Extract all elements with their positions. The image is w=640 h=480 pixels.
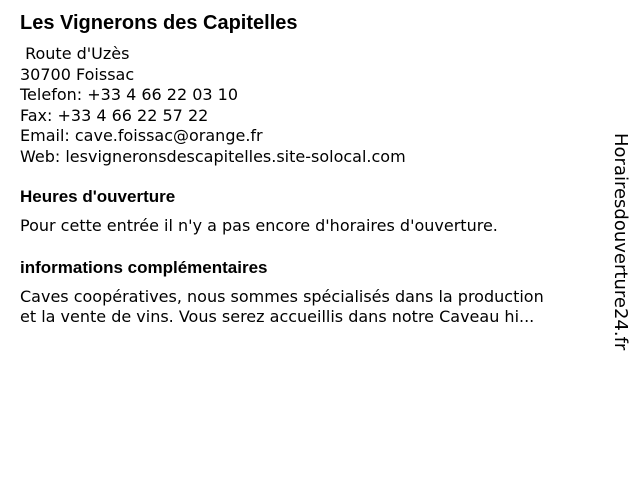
business-name: Les Vignerons des Capitelles <box>20 12 298 34</box>
contact-block <box>20 44 600 167</box>
phone-number: Telefon: +33 4 66 22 03 10 <box>20 85 239 104</box>
additional-info-heading: informations complémentaires <box>20 257 268 277</box>
site-watermark-text: Horairesdouverture24.fr <box>610 133 631 351</box>
business-card <box>20 10 600 328</box>
email-address: Email: cave.foissac@orange.fr <box>20 126 263 145</box>
site-watermark <box>603 133 637 351</box>
street-address: Route d'Uzès <box>20 44 130 63</box>
website-address: Web: lesvigneronsdescapitelles.site-solocal.com <box>20 146 406 166</box>
opening-hours-heading: Heures d'ouverture <box>20 187 176 206</box>
additional-info-text: Caves coopératives, nous sommes spécialisés dans la production et la vente de vins. Vous serez accueillis dans notre Caveau hi... <box>20 286 544 326</box>
opening-hours-text: Pour cette entrée il n'y a pas encore d'horaires d'ouverture. <box>20 216 498 235</box>
fax-number: Fax: +33 4 66 22 57 22 <box>20 105 209 125</box>
postal-city: 30700 Foissac <box>20 64 135 84</box>
